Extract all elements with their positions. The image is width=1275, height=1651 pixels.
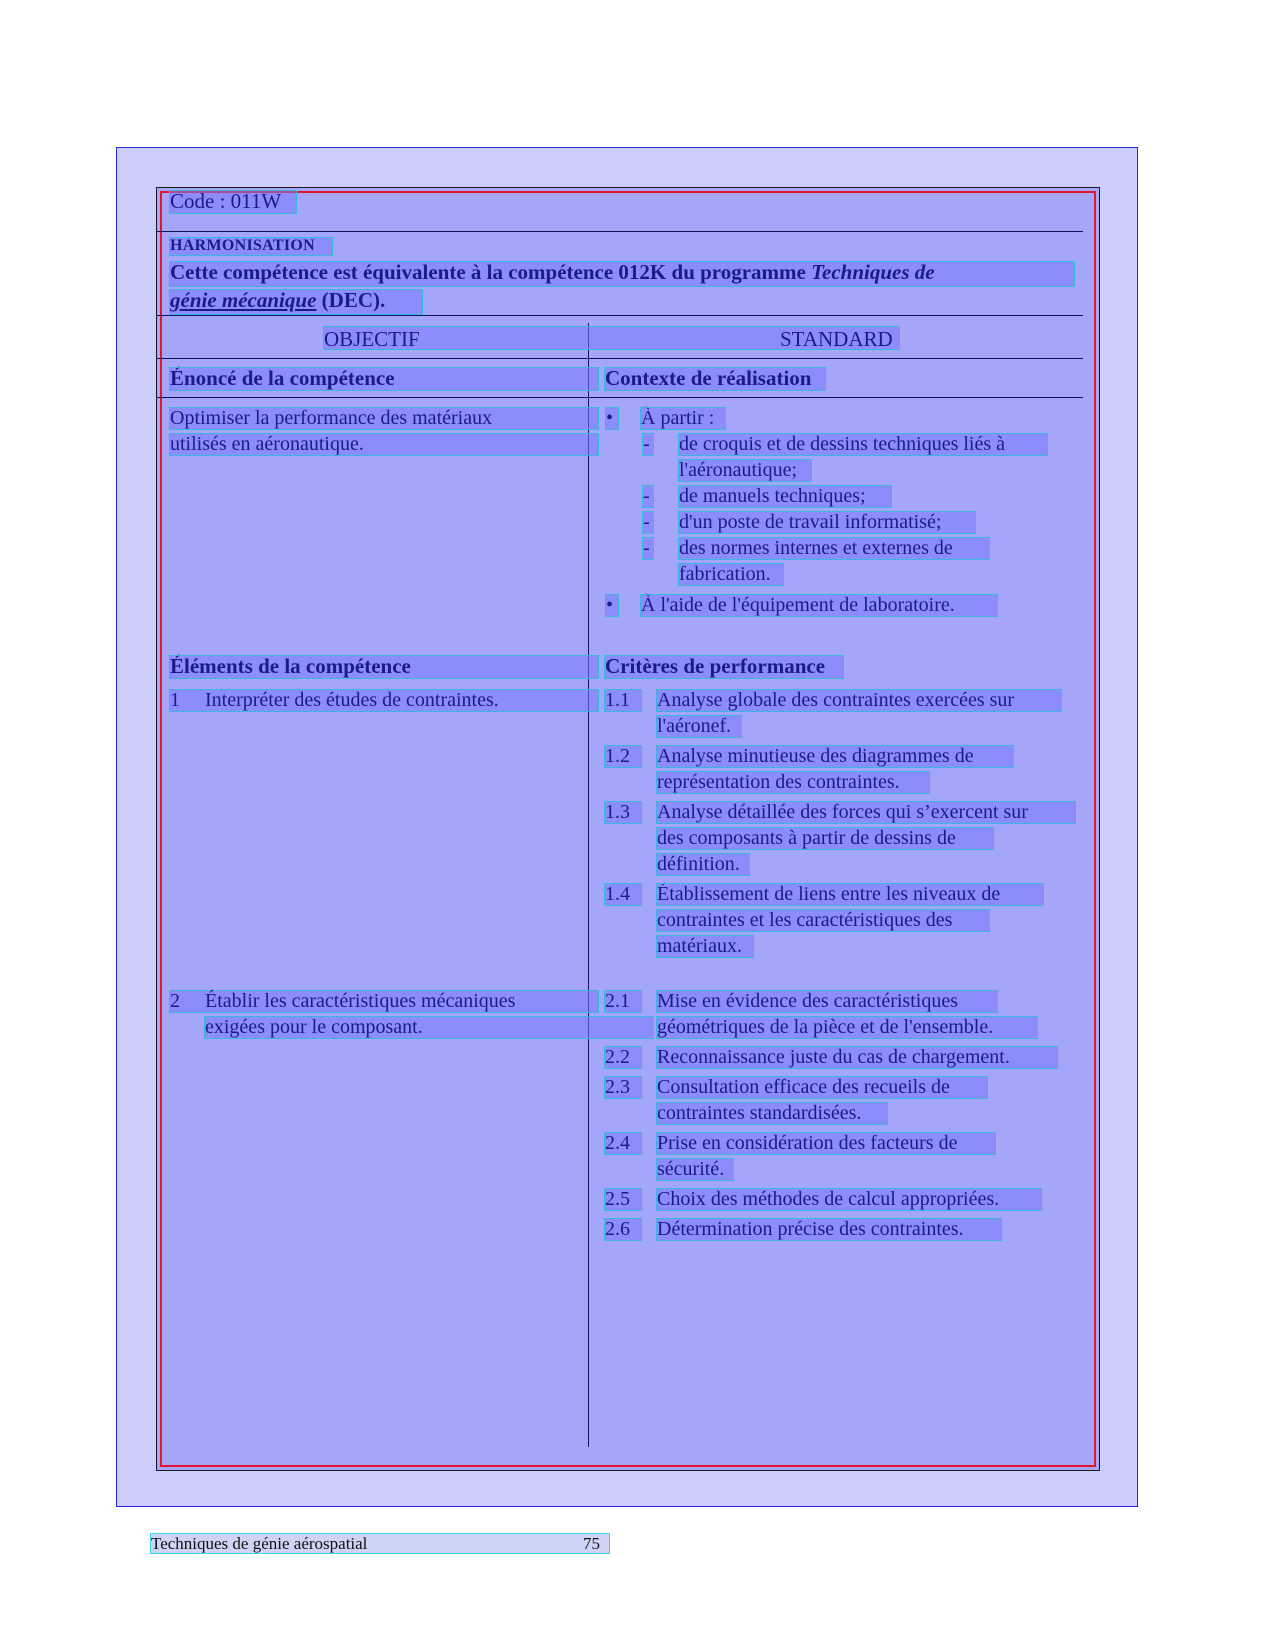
contexte-sub1-dash: - — [643, 434, 653, 455]
enonce-line2: utilisés en aéronautique. — [170, 434, 598, 455]
contexte-bullet1: À partir : — [641, 408, 725, 429]
program-name-part1: Techniques de — [811, 260, 935, 284]
harmonisation-text-line2 — [170, 290, 422, 314]
critere-1-4-number: 1.4 — [605, 884, 641, 905]
critere-1-1-line1: Analyse globale des contraintes exercées sur — [657, 690, 1061, 711]
contexte-bullet2: À l'aide de l'équipement de laboratoire. — [641, 595, 997, 616]
critere-1-3-number: 1.3 — [605, 802, 641, 823]
column-standard: STANDARD — [780, 327, 893, 351]
element2-line2: exigées pour le composant. — [205, 1017, 653, 1038]
critere-1-1-line2: l'aéronef. — [657, 716, 741, 737]
contexte-sub2-dash: - — [643, 486, 653, 507]
contexte-sub4-line2: fabrication. — [679, 564, 783, 585]
critere-2-5-line1: Choix des méthodes de calcul appropriées. — [657, 1189, 1041, 1210]
contexte-sub4-line1: des normes internes et externes de — [679, 538, 989, 559]
critere-2-4-number: 2.4 — [605, 1133, 641, 1154]
critere-2-5-number: 2.5 — [605, 1189, 641, 1210]
harmonisation-text-line1 — [170, 262, 1074, 286]
critere-2-3-number: 2.3 — [605, 1077, 641, 1098]
critere-2-6-number: 2.6 — [605, 1219, 641, 1240]
element2-line1: Établir les caractéristiques mécaniques — [205, 990, 516, 1012]
contexte-sub1-line1: de croquis et de dessins techniques liés à — [679, 434, 1047, 455]
element2-number: 2 — [170, 990, 180, 1012]
critere-2-3-line2: contraintes standardisées. — [657, 1103, 887, 1124]
rule-below-code — [157, 231, 1083, 232]
rule-below-headings — [157, 397, 1083, 398]
contexte-sub3: d'un poste de travail informatisé; — [679, 512, 975, 533]
footer-program-name: Techniques de génie aérospatial — [151, 1534, 368, 1553]
elements-heading: Éléments de la compétence — [170, 656, 598, 678]
critere-2-6-line1: Détermination précise des contraintes. — [657, 1219, 1001, 1240]
competence-code: Code : 011W — [170, 191, 296, 213]
program-name-part2: génie mécanique — [170, 288, 317, 312]
contexte-sub4-dash: - — [643, 538, 653, 559]
critere-2-4-line2: sécurité. — [657, 1159, 733, 1180]
contexte-sub2: de manuels techniques; — [679, 486, 891, 507]
critere-1-3-line3: définition. — [657, 854, 749, 875]
critere-1-4-line3: matériaux. — [657, 936, 753, 957]
column-objectif: OBJECTIF — [324, 327, 420, 351]
contexte-heading: Contexte de réalisation — [605, 368, 825, 390]
contexte-sub3-dash: - — [643, 512, 653, 533]
contexte-bullet1-marker: • — [606, 408, 618, 429]
element1-number: 1 — [170, 689, 180, 711]
critere-1-4-line2: contraintes et les caractéristiques des — [657, 910, 989, 931]
critere-2-2-number: 2.2 — [605, 1047, 641, 1068]
column-divider — [588, 323, 589, 1447]
critere-1-2-number: 1.2 — [605, 746, 641, 767]
critere-1-3-line1: Analyse détaillée des forces qui s’exercent sur — [657, 802, 1075, 823]
harmonisation-label: HARMONISATION — [170, 238, 332, 255]
critere-1-3-line2: des composants à partir de dessins de — [657, 828, 993, 849]
critere-2-1-line1: Mise en évidence des caractéristiques — [657, 991, 997, 1012]
critere-2-1-number: 2.1 — [605, 991, 641, 1012]
criteres-heading: Critères de performance — [605, 656, 843, 678]
harmonisation-text-part1: Cette compétence est équivalente à la compétence 012K du programme — [170, 260, 812, 284]
critere-1-2-line2: représentation des contraintes. — [657, 772, 929, 793]
critere-2-2-line1: Reconnaissance juste du cas de chargement. — [657, 1047, 1057, 1068]
element1-text: Interpréter des études de contraintes. — [205, 689, 499, 711]
critere-1-2-line1: Analyse minutieuse des diagrammes de — [657, 746, 1013, 767]
rule-below-harmonisation — [157, 315, 1083, 316]
critere-2-4-line1: Prise en considération des facteurs de — [657, 1133, 995, 1154]
contexte-sub1-line2: l'aéronautique; — [679, 460, 811, 481]
critere-2-3-line1: Consultation efficace des recueils de — [657, 1077, 987, 1098]
rule-below-columns — [157, 358, 1083, 359]
critere-1-4-line1: Établissement de liens entre les niveaux de — [657, 884, 1043, 905]
harmonisation-text-part2: (DEC). — [316, 288, 386, 312]
critere-2-1-line2: géométriques de la pièce et de l'ensemble. — [657, 1017, 1037, 1038]
footer-page-number: 75 — [583, 1534, 600, 1553]
enonce-line1: Optimiser la performance des matériaux — [170, 408, 598, 429]
enonce-heading: Énoncé de la compétence — [170, 368, 598, 390]
critere-1-1-number: 1.1 — [605, 690, 641, 711]
contexte-bullet2-marker: • — [606, 595, 618, 616]
page-footer — [151, 1534, 609, 1553]
